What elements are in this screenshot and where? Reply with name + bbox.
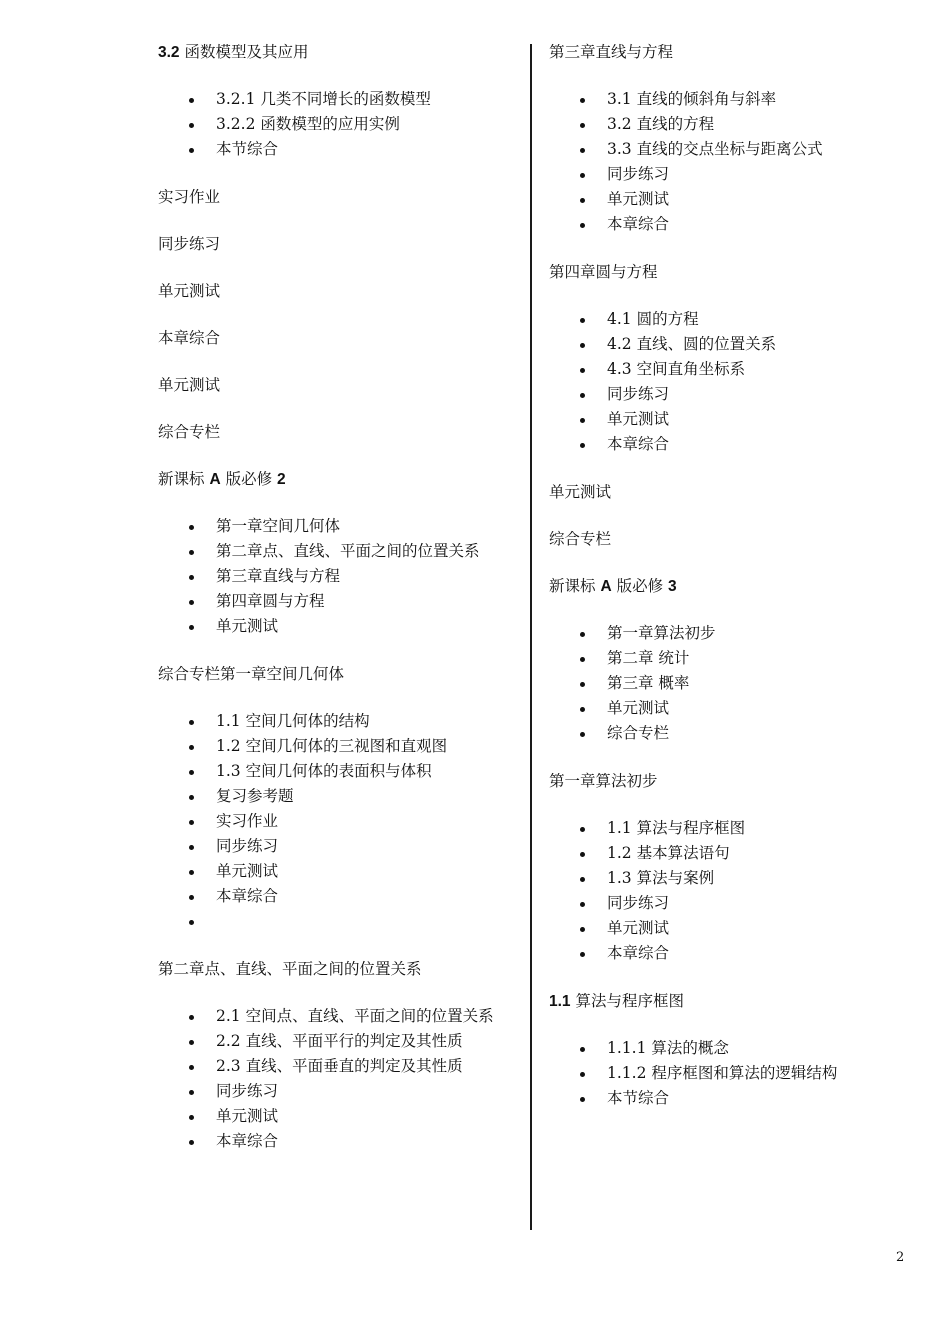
bullet-list <box>158 1004 523 1154</box>
list-item: 单元测试 <box>549 696 929 721</box>
list-item: 3.2.1 几类不同增长的函数模型 <box>158 87 523 112</box>
list-item: 3.2 直线的方程 <box>549 112 929 137</box>
bullet-list <box>549 87 929 237</box>
list-item: 同步练习 <box>158 834 523 859</box>
list-item: 本章综合 <box>549 212 929 237</box>
list-item: 同步练习 <box>158 1079 523 1104</box>
heading-text: 综合专栏 <box>158 423 221 441</box>
heading-text: 第二章点、直线、平面之间的位置关系 <box>158 960 422 978</box>
list-item: 本节综合 <box>549 1086 929 1111</box>
list-item: 3.2.2 函数模型的应用实例 <box>158 112 523 137</box>
heading-text: 综合专栏第一章空间几何体 <box>158 665 345 683</box>
heading-text: 实习作业 <box>158 188 221 206</box>
list-item: 本章综合 <box>549 432 929 457</box>
section-heading <box>549 480 929 504</box>
list-item: 同步练习 <box>549 162 929 187</box>
heading-text: 同步练习 <box>158 235 221 253</box>
section-heading <box>158 467 523 491</box>
heading-text: 综合专栏 <box>549 530 612 548</box>
heading-text: 算法与程序框图 <box>570 992 684 1010</box>
heading-text: 单元测试 <box>158 376 221 394</box>
bullet-list <box>549 621 929 746</box>
bullet-list <box>158 709 523 934</box>
list-item: 1.1.1 算法的概念 <box>549 1036 929 1061</box>
list-item: 1.1 算法与程序框图 <box>549 816 929 841</box>
section-heading <box>549 260 929 284</box>
list-item: 本章综合 <box>549 941 929 966</box>
list-item: 第四章圆与方程 <box>158 589 523 614</box>
list-item: 第二章 统计 <box>549 646 929 671</box>
right-column <box>549 40 929 1134</box>
list-item: 1.3 算法与案例 <box>549 866 929 891</box>
list-item: 本章综合 <box>158 1129 523 1154</box>
list-item: 3.1 直线的倾斜角与斜率 <box>549 87 929 112</box>
list-item: 4.2 直线、圆的位置关系 <box>549 332 929 357</box>
heading-text: 本章综合 <box>158 329 221 347</box>
heading-text: 第一章算法初步 <box>549 772 658 790</box>
list-item <box>158 909 523 934</box>
list-item: 单元测试 <box>158 859 523 884</box>
list-item: 2.2 直线、平面平行的判定及其性质 <box>158 1029 523 1054</box>
column-divider <box>530 44 532 1230</box>
list-item: 同步练习 <box>549 891 929 916</box>
list-item: 2.1 空间点、直线、平面之间的位置关系 <box>158 1004 523 1029</box>
list-item: 3.3 直线的交点坐标与距离公式 <box>549 137 929 162</box>
bullet-list <box>549 307 929 457</box>
list-item: 综合专栏 <box>549 721 929 746</box>
section-heading <box>549 527 929 551</box>
section-heading <box>158 373 523 397</box>
section-heading <box>158 232 523 256</box>
list-item: 单元测试 <box>549 916 929 941</box>
list-item: 单元测试 <box>158 1104 523 1129</box>
list-item: 第一章空间几何体 <box>158 514 523 539</box>
heading-text: 第三章直线与方程 <box>549 43 674 61</box>
left-column <box>158 40 523 1177</box>
list-item: 单元测试 <box>549 187 929 212</box>
section-heading <box>549 769 929 793</box>
section-heading <box>549 989 929 1013</box>
bullet-list <box>549 1036 929 1111</box>
list-item: 1.1.2 程序框图和算法的逻辑结构 <box>549 1061 929 1086</box>
list-item: 复习参考题 <box>158 784 523 809</box>
heading-bold-text: A <box>600 578 612 595</box>
heading-bold-text: 2 <box>277 471 286 488</box>
section-heading <box>158 420 523 444</box>
bullet-list <box>158 87 523 162</box>
list-item: 1.1 空间几何体的结构 <box>158 709 523 734</box>
list-item: 第三章直线与方程 <box>158 564 523 589</box>
heading-text: 单元测试 <box>549 483 612 501</box>
list-item: 单元测试 <box>549 407 929 432</box>
heading-bold-text: 3 <box>668 578 677 595</box>
list-item: 第一章算法初步 <box>549 621 929 646</box>
heading-text: 新课标 <box>549 577 601 595</box>
section-heading <box>158 662 523 686</box>
list-item: 第三章 概率 <box>549 671 929 696</box>
list-item: 4.1 圆的方程 <box>549 307 929 332</box>
heading-text: 函数模型及其应用 <box>179 43 309 61</box>
list-item: 单元测试 <box>158 614 523 639</box>
section-heading <box>158 185 523 209</box>
heading-bold-text: 3.2 <box>158 44 180 61</box>
section-heading <box>158 279 523 303</box>
section-heading <box>158 957 523 981</box>
list-item: 实习作业 <box>158 809 523 834</box>
heading-bold-text: A <box>209 471 221 488</box>
list-item: 本章综合 <box>158 884 523 909</box>
list-item: 1.2 空间几何体的三视图和直观图 <box>158 734 523 759</box>
page-number: 2 <box>896 1250 905 1265</box>
list-item: 2.3 直线、平面垂直的判定及其性质 <box>158 1054 523 1079</box>
section-heading <box>158 40 523 64</box>
heading-bold-text: 1.1 <box>549 993 571 1010</box>
section-heading <box>549 574 929 598</box>
list-item: 第二章点、直线、平面之间的位置关系 <box>158 539 523 564</box>
list-item: 1.3 空间几何体的表面积与体积 <box>158 759 523 784</box>
bullet-list <box>158 514 523 639</box>
list-item: 1.2 基本算法语句 <box>549 841 929 866</box>
list-item: 本节综合 <box>158 137 523 162</box>
heading-text: 版必修 <box>220 470 277 488</box>
bullet-list <box>549 816 929 966</box>
section-heading <box>158 326 523 350</box>
heading-text: 版必修 <box>611 577 668 595</box>
list-item: 同步练习 <box>549 382 929 407</box>
list-item: 4.3 空间直角坐标系 <box>549 357 929 382</box>
heading-text: 新课标 <box>158 470 210 488</box>
heading-text: 单元测试 <box>158 282 221 300</box>
heading-text: 第四章圆与方程 <box>549 263 658 281</box>
section-heading <box>549 40 929 64</box>
